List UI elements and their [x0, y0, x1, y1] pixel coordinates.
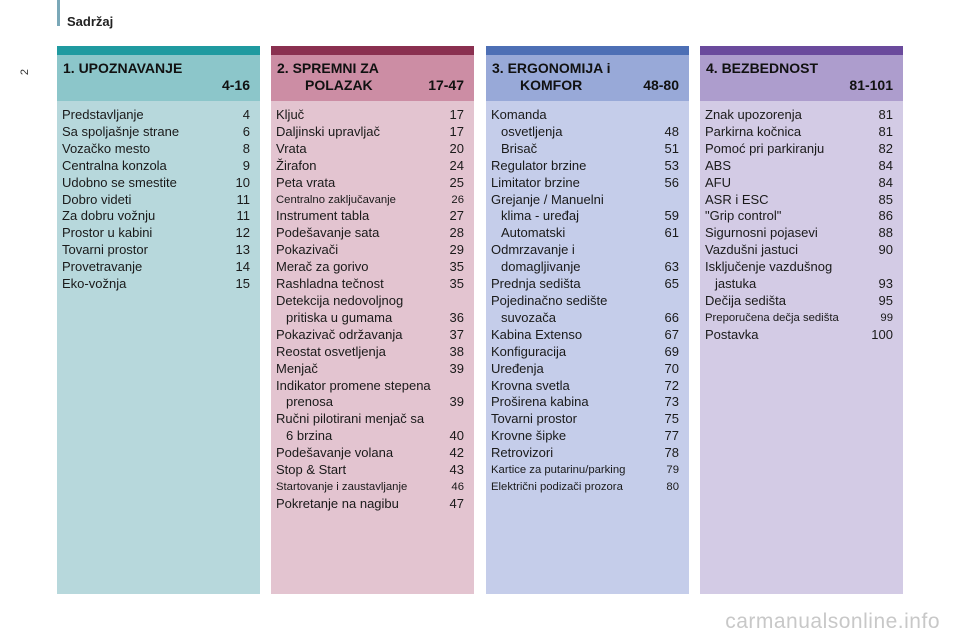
toc-entry-page: 77 [664, 428, 679, 444]
toc-entry-title: ASR i ESC [705, 191, 769, 207]
toc-entry-title: Podešavanje sata [276, 225, 380, 241]
toc-entry-title: Eko-vožnja [62, 276, 127, 292]
toc-entry-page: 75 [664, 411, 679, 427]
toc-entry-title: Podešavanje volana [276, 445, 394, 461]
toc-entry-page: 59 [664, 208, 679, 224]
toc-entry[interactable] [276, 327, 464, 344]
section-subtitle: POLAZAK [305, 77, 373, 93]
section-body [700, 101, 903, 594]
toc-entry-page: 28 [449, 225, 464, 241]
toc-entry[interactable] [62, 208, 250, 225]
toc-entry-title: Konfiguracija [491, 343, 567, 359]
section-pages: 48-80 [643, 77, 679, 93]
toc-entry-title: Centralno zaključavanje [276, 193, 396, 206]
toc-entry[interactable] [491, 445, 679, 462]
toc-entry-title: Postavka [705, 326, 759, 342]
toc-entry-title: Automatski [501, 225, 566, 241]
toc-entry-title: Detekcija nedovoljnog [276, 292, 404, 308]
toc-entry[interactable] [276, 158, 464, 175]
toc-entry-page: 39 [449, 394, 464, 410]
toc-entry[interactable] [491, 175, 679, 192]
toc-entry[interactable] [705, 107, 893, 124]
toc-entry-page: 40 [449, 428, 464, 444]
section-body [57, 101, 260, 594]
toc-entry-title: Udobno se smestite [62, 174, 177, 190]
toc-entry-title: Odmrzavanje i [491, 242, 575, 258]
toc-entry[interactable] [276, 141, 464, 158]
toc-entry-title: Startovanje i zaustavljanje [276, 480, 408, 493]
toc-entry-title: Pokretanje na nagibu [276, 495, 399, 511]
section-upoznavanje [57, 46, 260, 594]
toc-entry-page: 38 [449, 343, 464, 359]
toc-entry[interactable] [491, 411, 679, 428]
toc-entry-page: 63 [664, 259, 679, 275]
toc-entry[interactable] [62, 175, 250, 192]
toc-entry[interactable] [491, 242, 679, 259]
toc-entry[interactable] [705, 141, 893, 158]
toc-entry[interactable] [491, 107, 679, 124]
toc-entry-title: Vrata [276, 140, 307, 156]
toc-entry-page: 11 [236, 208, 250, 224]
toc-entry[interactable] [491, 394, 679, 411]
toc-entry-page: 47 [449, 495, 464, 511]
toc-entry-title: Prednja sedišta [491, 276, 581, 292]
toc-entry[interactable] [705, 310, 893, 327]
toc-entry[interactable] [491, 479, 679, 496]
toc-entry-title: Pokazivači [276, 242, 339, 258]
section-heading[interactable] [486, 55, 689, 101]
toc-entry-title: Grejanje / Manuelni [491, 191, 604, 207]
toc-entry-page: 26 [451, 193, 464, 206]
section-pages: 81-101 [849, 77, 893, 93]
toc-entry[interactable] [491, 428, 679, 445]
toc-entry[interactable] [276, 259, 464, 276]
section-color-bar [57, 46, 260, 55]
toc-entry[interactable] [491, 225, 679, 242]
toc-entry[interactable] [705, 158, 893, 175]
toc-entry-title: Ručni pilotirani menjač sa [276, 411, 425, 427]
toc-entry-title: pritiska u gumama [286, 309, 393, 325]
toc-entry-title: Kartice za putarinu/parking [491, 464, 626, 477]
section-spremni-za-polazak [271, 46, 474, 594]
page-number: 2 [19, 68, 32, 76]
toc-entry-page: 70 [664, 360, 679, 376]
toc-entry-page: 84 [878, 157, 893, 173]
toc-entry-page: 82 [878, 140, 893, 156]
toc-entry[interactable] [491, 310, 679, 327]
toc-entry-title: Regulator brzine [491, 157, 587, 173]
toc-entry[interactable] [705, 208, 893, 225]
toc-entry-title: Kabina Extenso [491, 326, 583, 342]
toc-entry-title: Preporučena dečja sedišta [705, 311, 839, 324]
toc-entry-page: 35 [449, 259, 464, 275]
toc-entry-title: Električni podizači prozora [491, 480, 623, 493]
toc-entry-page: 53 [664, 157, 679, 173]
toc-entry[interactable] [491, 276, 679, 293]
toc-entry-page: 39 [449, 360, 464, 376]
toc-entry[interactable] [62, 141, 250, 158]
toc-entry-page: 11 [236, 191, 250, 207]
toc-entry[interactable] [705, 293, 893, 310]
toc-entry-page: 17 [449, 107, 464, 122]
toc-entry[interactable] [491, 192, 679, 209]
toc-entry-page: 10 [235, 174, 250, 190]
toc-entry[interactable] [276, 462, 464, 479]
toc-entry-title: Provetravanje [62, 259, 143, 275]
toc-entry[interactable] [276, 344, 464, 361]
toc-entry[interactable] [276, 445, 464, 462]
toc-entry-title: Pokazivač održavanja [276, 326, 403, 342]
toc-entry[interactable] [62, 192, 250, 209]
toc-entry-page: 37 [449, 326, 464, 342]
toc-entry[interactable] [276, 192, 464, 209]
toc-entry-page: 29 [449, 242, 464, 258]
toc-list [491, 107, 679, 496]
toc-entry-title: ABS [705, 157, 732, 173]
toc-entry-title: Retrovizori [491, 445, 554, 461]
toc-entry-page: 86 [878, 208, 893, 224]
toc-entry-page: 73 [664, 394, 679, 410]
toc-entry-page: 48 [664, 123, 679, 139]
section-color-bar [700, 46, 903, 55]
toc-entry-title: Komanda [491, 107, 547, 122]
toc-entry[interactable] [62, 158, 250, 175]
toc-entry-page: 9 [242, 157, 250, 173]
toc-list [705, 107, 893, 344]
toc-entry-page: 100 [871, 326, 893, 342]
toc-entry-page: 42 [449, 445, 464, 461]
toc-entry-title: Menjač [276, 360, 318, 376]
toc-entry-page: 65 [664, 276, 679, 292]
toc-entry[interactable] [62, 242, 250, 259]
toc-entry-title: Rashladna tečnost [276, 276, 384, 292]
toc-entry-title: Merač za gorivo [276, 259, 369, 275]
toc-entry[interactable] [705, 276, 893, 293]
toc-entry-title: Krovna svetla [491, 377, 570, 393]
toc-entry-page: 14 [235, 259, 250, 275]
toc-entry[interactable] [491, 344, 679, 361]
toc-entry[interactable] [491, 124, 679, 141]
toc-entry-page: 95 [878, 292, 893, 308]
toc-entry-page: 46 [451, 480, 464, 493]
toc-entry[interactable] [276, 175, 464, 192]
header-edge-line [57, 0, 60, 26]
toc-entry-page: 25 [449, 174, 464, 190]
toc-entry[interactable] [491, 141, 679, 158]
section-body [486, 101, 689, 594]
section-color-bar [486, 46, 689, 55]
toc-entry-title: Indikator promene stepena [276, 377, 431, 393]
toc-entry-page: 4 [242, 107, 250, 122]
toc-entry-page: 36 [449, 309, 464, 325]
toc-list [276, 107, 464, 513]
toc-entry-title: Tovarni prostor [491, 411, 577, 427]
toc-entry-title: 6 brzina [286, 428, 333, 444]
toc-entry[interactable] [276, 496, 464, 513]
toc-entry-title: Centralna konzola [62, 157, 167, 173]
toc-entry-title: Instrument tabla [276, 208, 370, 224]
toc-entry[interactable] [62, 259, 250, 276]
toc-entry-page: 81 [878, 107, 893, 122]
toc-entry-page: 13 [235, 242, 250, 258]
toc-entry-title: osvetljenja [501, 123, 563, 139]
toc-entry-title: Peta vrata [276, 174, 336, 190]
toc-entry-title: Dečija sedišta [705, 292, 786, 308]
toc-entry[interactable] [276, 293, 464, 310]
toc-entry-page: 20 [449, 140, 464, 156]
toc-entry-page: 99 [880, 311, 893, 324]
section-heading[interactable] [271, 55, 474, 101]
toc-entry[interactable] [276, 411, 464, 428]
toc-entry[interactable] [276, 276, 464, 293]
section-ergonomija-komfor [486, 46, 689, 594]
toc-entry[interactable] [491, 158, 679, 175]
toc-entry-page: 79 [666, 464, 679, 477]
toc-entry[interactable] [491, 378, 679, 395]
toc-entry[interactable] [276, 378, 464, 395]
toc-entry[interactable] [705, 192, 893, 209]
toc-entry[interactable] [276, 310, 464, 327]
toc-entry[interactable] [276, 242, 464, 259]
toc-entry[interactable] [491, 208, 679, 225]
toc-entry-title: Daljinski upravljač [276, 123, 381, 139]
toc-entry-title: Za dobru vožnju [62, 208, 156, 224]
toc-entry-page: 67 [664, 326, 679, 342]
toc-entry[interactable] [491, 327, 679, 344]
toc-entry[interactable] [491, 259, 679, 276]
toc-entry-page: 85 [878, 191, 893, 207]
toc-entry-title: Znak upozorenja [705, 107, 802, 122]
section-subtitle: KOMFOR [520, 77, 583, 93]
toc-entry-page: 17 [449, 123, 464, 139]
toc-entry-title: domagljivanje [501, 259, 581, 275]
toc-entry-title: Stop & Start [276, 462, 347, 478]
toc-entry-page: 24 [449, 157, 464, 173]
toc-entry-page: 78 [664, 445, 679, 461]
toc-entry[interactable] [276, 361, 464, 378]
toc-entry-page: 51 [664, 140, 679, 156]
toc-entry-title: Parkirna kočnica [705, 123, 802, 139]
toc-entry-page: 72 [664, 377, 679, 393]
toc-entry-title: AFU [705, 174, 731, 190]
toc-entry-title: Brisač [501, 140, 538, 156]
section-body [271, 101, 474, 594]
toc-entry[interactable] [705, 175, 893, 192]
toc-entry-title: Sa spoljašnje strane [62, 123, 180, 139]
toc-entry-page: 6 [242, 123, 250, 139]
toc-entry-title: Proširena kabina [491, 394, 589, 410]
toc-entry-title: suvozača [501, 309, 556, 325]
section-pages: 17-47 [428, 77, 464, 93]
toc-entry-page: 90 [878, 242, 893, 258]
toc-entry[interactable] [62, 107, 250, 124]
toc-entry-title: Prostor u kabini [62, 225, 153, 241]
toc-entry-page: 27 [449, 208, 464, 224]
toc-entry[interactable] [491, 293, 679, 310]
section-color-bar [271, 46, 474, 55]
toc-entry[interactable] [705, 242, 893, 259]
toc-entry-title: Sigurnosni pojasevi [705, 225, 818, 241]
toc-entry-title: Isključenje vazdušnog [705, 259, 833, 275]
section-bezbednost [700, 46, 903, 594]
toc-entry[interactable] [491, 462, 679, 479]
page-title: Sadržaj [67, 14, 114, 29]
toc-entry-page: 56 [664, 174, 679, 190]
toc-entry[interactable] [705, 327, 893, 344]
toc-entry-page: 66 [664, 309, 679, 325]
toc-entry[interactable] [62, 124, 250, 141]
toc-entry-title: Pomoć pri parkiranju [705, 140, 825, 156]
toc-entry-title: Pojedinačno sedište [491, 292, 608, 308]
toc-entry-title: Limitator brzine [491, 174, 580, 190]
toc-entry[interactable] [705, 259, 893, 276]
toc-entry-page: 35 [449, 276, 464, 292]
toc-entry-title: Predstavljanje [62, 107, 144, 122]
toc-entry-title: klima - uređaj [501, 208, 580, 224]
toc-entry-page: 12 [235, 225, 250, 241]
section-title: 1. UPOZNAVANJE [63, 60, 183, 76]
toc-entry[interactable] [62, 276, 250, 293]
toc-entry[interactable] [705, 124, 893, 141]
toc-entry[interactable] [276, 107, 464, 124]
toc-entry-page: 43 [449, 462, 464, 478]
toc-entry-page: 93 [878, 276, 893, 292]
toc-entry-title: Dobro videti [62, 191, 132, 207]
toc-entry-page: 15 [235, 276, 250, 292]
toc-entry[interactable] [276, 428, 464, 445]
watermark-text: carmanualsonline.info [725, 610, 940, 633]
toc-entry-page: 80 [666, 480, 679, 493]
toc-entry-page: 84 [878, 174, 893, 190]
section-title: 4. BEZBEDNOST [706, 60, 819, 76]
toc-entry-title: Žirafon [276, 157, 317, 173]
section-heading[interactable] [57, 55, 260, 101]
toc-entry-title: Vazdušni jastuci [705, 242, 798, 258]
toc-entry[interactable] [491, 361, 679, 378]
toc-entry-title: Krovne šipke [491, 428, 567, 444]
section-title: 2. SPREMNI ZA [277, 60, 379, 76]
section-title: 3. ERGONOMIJA i [492, 60, 611, 76]
toc-entry-page: 69 [664, 343, 679, 359]
toc-entry[interactable] [276, 225, 464, 242]
toc-entry-title: Vozačko mesto [62, 140, 151, 156]
toc-entry-page: 61 [664, 225, 679, 241]
toc-entry-title: Ključ [276, 107, 305, 122]
toc-entry-title: prenosa [286, 394, 333, 410]
section-heading[interactable] [700, 55, 903, 101]
toc-entry-title: Tovarni prostor [62, 242, 148, 258]
toc-entry[interactable] [62, 225, 250, 242]
toc-entry[interactable] [276, 479, 464, 496]
toc-list [62, 107, 250, 293]
toc-entry[interactable] [705, 225, 893, 242]
toc-entry-title: "Grip control" [705, 208, 782, 224]
toc-entry-page: 81 [878, 123, 893, 139]
toc-entry[interactable] [276, 208, 464, 225]
toc-entry-title: jastuka [715, 276, 757, 292]
toc-entry[interactable] [276, 394, 464, 411]
toc-entry-page: 88 [878, 225, 893, 241]
toc-entry-title: Reostat osvetljenja [276, 343, 386, 359]
toc-entry-title: Uređenja [491, 360, 544, 376]
toc-entry[interactable] [276, 124, 464, 141]
toc-entry-page: 8 [242, 140, 250, 156]
section-pages: 4-16 [221, 77, 250, 93]
